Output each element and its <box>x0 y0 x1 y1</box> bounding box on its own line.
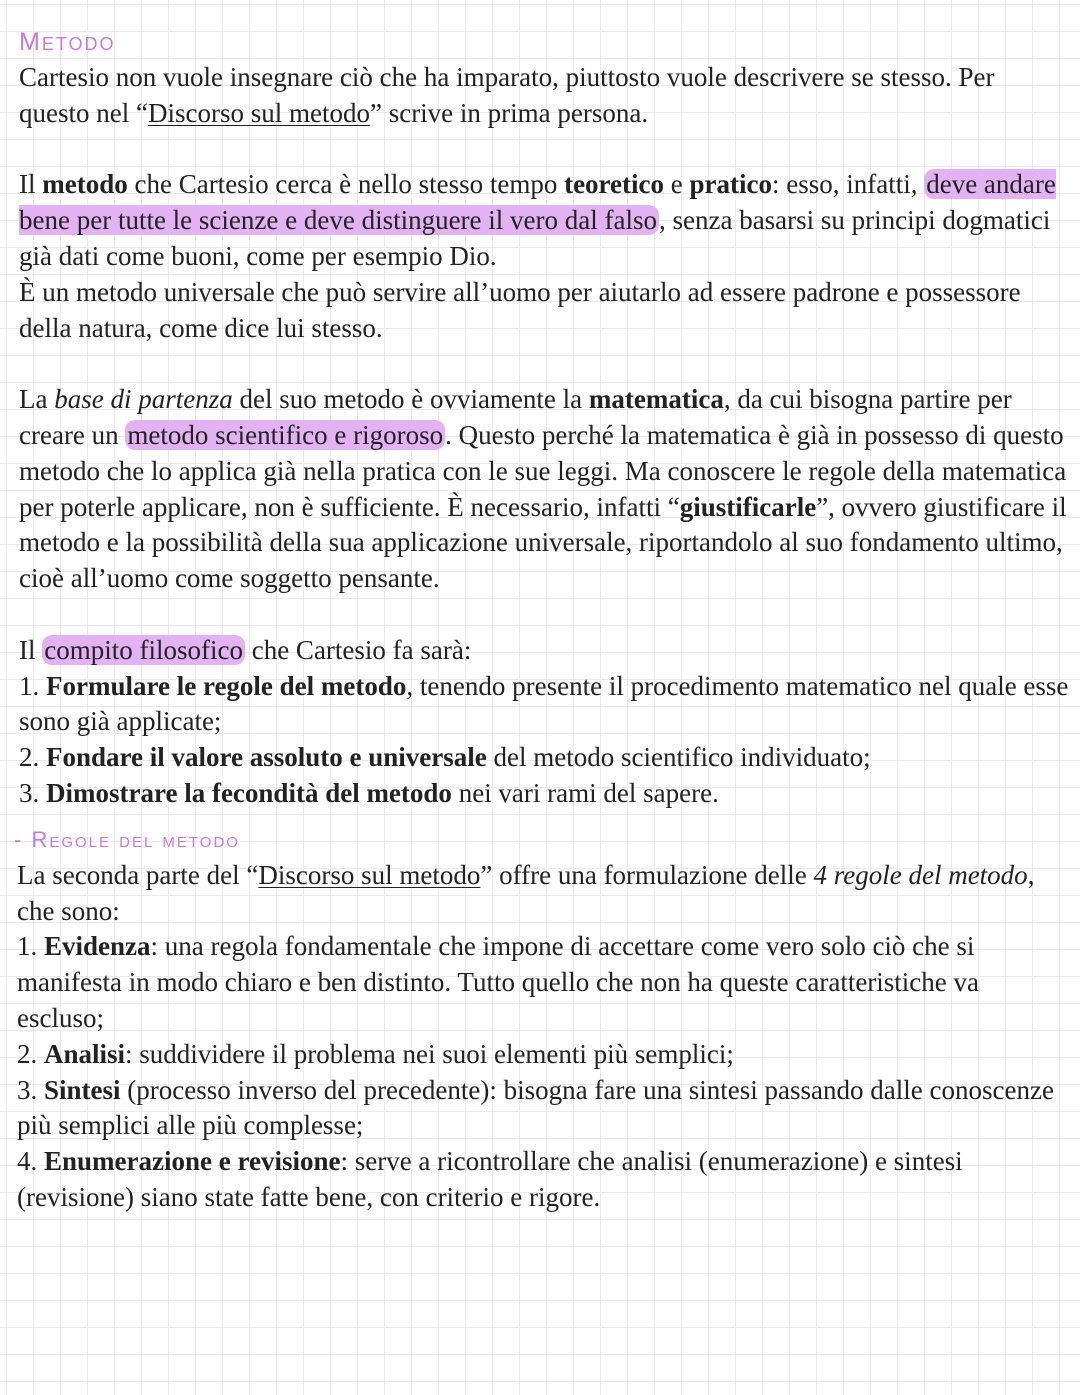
bold-term-pratico: pratico <box>689 169 772 200</box>
intro-text: Cartesio non vuole insegnare ciò che ha imparato, piuttosto vuole descrivere se stesso. Per questo nel “ <box>19 62 995 128</box>
list-item-text: (processo inverso del precedente): bisogna fare una sintesi passando dalle conoscenze più semplici alle più complesse; <box>17 1074 1054 1141</box>
list-item <box>17 1073 1071 1145</box>
universal-method-line: È un metodo universale che può servire all’uomo per aiutarlo ad essere padrone e possessore della natura, come dice lui stesso. <box>19 276 1021 343</box>
bold-term-matematica: matematica <box>588 384 724 415</box>
list-item-bold: Dimostrare la fecondità del metodo <box>46 777 452 808</box>
highlight-compito-filosofico: compito filosofico <box>44 634 243 665</box>
list-item-text: , tenendo presente il procedimento matematico nel quale esse sono già applicate; <box>19 670 1069 737</box>
list-item-text: : serve a ricontrollare che analisi (enumerazione) e sintesi (revisione) siano state fatte bene, con criterio e rigore. <box>17 1146 963 1212</box>
list-item-bold: Formulare le regole del metodo <box>46 670 407 701</box>
list-item-text: del metodo scientifico individuato; <box>486 742 871 773</box>
list-number: 4. <box>17 1146 44 1177</box>
text-span: , da cui bisogna partire per creare un <box>19 384 1012 450</box>
list-item <box>17 929 1071 1036</box>
section-subtitle: - Regole del metodo <box>14 826 240 852</box>
list-item <box>19 776 1071 812</box>
list-item <box>17 1144 1071 1216</box>
page-title: Metodo <box>19 28 116 56</box>
text-span: ”, ovvero giustificare il metodo e la possibilità della sua applicazione universale, riportandolo al suo fondamento ultimo, cioè all’uomo come soggetto pensante. <box>19 491 1067 594</box>
list-number: 2. <box>19 742 46 773</box>
text-span: La seconda parte del “ <box>17 859 259 890</box>
list-item-bold: Enumerazione e revisione <box>44 1146 341 1177</box>
list-item-bold: Sintesi <box>44 1074 121 1105</box>
text-span: : esso, infatti, <box>771 169 925 200</box>
italic-4-regole: 4 regole del metodo <box>813 859 1028 890</box>
italic-base-di-partenza: base di partenza <box>54 384 233 415</box>
text-span: del suo metodo è ovviamente la <box>232 384 589 415</box>
list-item-bold: Analisi <box>44 1038 126 1069</box>
list-number: 1. <box>17 931 44 962</box>
base-paragraph <box>19 382 1071 597</box>
compito-intro <box>19 633 1071 669</box>
list-item-bold: Fondare il valore assoluto e universale <box>46 742 487 773</box>
book-title-underlined: Discorso sul metodo <box>147 97 370 128</box>
bold-term-giustificarle: giustificarle <box>679 491 817 522</box>
regole-intro <box>17 858 1071 930</box>
document-page <box>14 26 1071 1216</box>
metodo-paragraph <box>19 167 1071 274</box>
list-number: 3. <box>19 777 46 808</box>
text-span: La <box>19 384 55 415</box>
highlight-requirement: deve andare bene per tutte le scienze e deve distinguere il vero dal falso <box>19 169 1056 236</box>
list-item-text: : una regola fondamentale che impone di accettare come vero solo ciò che si manifesta in modo chiaro e ben distinto. Tutto quello che non ha queste caratteristiche va escluso; <box>17 931 980 1033</box>
text-span: , senza basarsi su principi dogmatici già dati come buoni, come per esempio Dio. <box>19 205 1051 271</box>
regole-section <box>14 824 1071 1216</box>
list-item-bold: Evidenza <box>44 931 151 962</box>
text-span: . Questo perché la matematica è già in possesso di questo metodo che lo applica già nella pratica con le sue leggi. Ma conoscere le regole della matematica per poterle applicare, non è sufficiente. È necessario, infatti “ <box>19 419 1067 522</box>
intro-text-end: ” scrive in prima persona. <box>369 97 649 128</box>
text-span: che Cartesio fa sarà: <box>244 634 472 665</box>
list-number: 2. <box>17 1038 44 1069</box>
list-item-text: nei vari rami del sapere. <box>451 777 719 808</box>
highlight-metodo-scientifico: metodo scientifico e rigoroso <box>127 419 444 450</box>
text-span: Il <box>19 169 43 200</box>
list-number: 3. <box>17 1074 44 1105</box>
book-title-underlined: Discorso sul metodo <box>258 859 481 890</box>
text-span: , che sono: <box>17 859 1035 926</box>
bold-term-teoretico: teoretico <box>564 169 665 200</box>
bold-term-metodo: metodo <box>42 169 128 200</box>
list-item <box>17 1037 1071 1073</box>
list-item-text: : suddividere il problema nei suoi elementi più semplici; <box>125 1038 734 1069</box>
list-item <box>19 740 1071 776</box>
intro-paragraph <box>19 60 1071 132</box>
text-span: e <box>664 169 690 200</box>
list-number: 1. <box>19 670 46 701</box>
text-span: Il <box>19 634 43 665</box>
text-span: ” offre una formulazione delle <box>480 859 814 890</box>
text-span: che Cartesio cerca è nello stesso tempo <box>127 169 565 200</box>
list-item <box>19 669 1071 741</box>
